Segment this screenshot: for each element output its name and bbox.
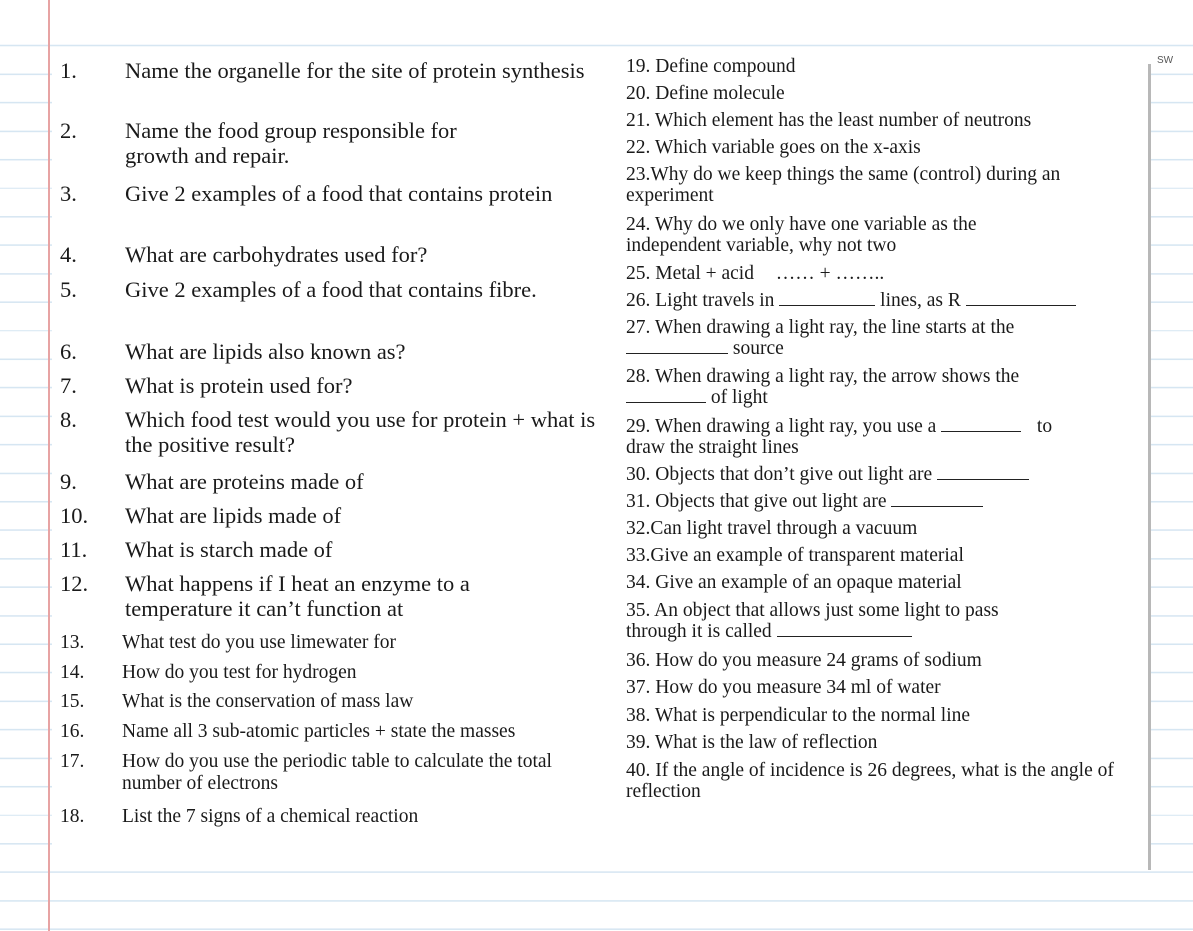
question-37: 37. How do you measure 34 ml of water: [626, 677, 941, 698]
question-34: 34. Give an example of an opaque material: [626, 572, 962, 593]
question-32: 32.Can light travel through a vacuum: [626, 518, 918, 539]
answer-blank[interactable]: [891, 491, 983, 507]
question-28: 28. When drawing a light ray, the arrow shows the of light: [626, 366, 1020, 408]
answer-blank[interactable]: [941, 416, 1021, 432]
question-35: 35. An object that allows just some light to pass through it is called: [626, 600, 999, 642]
margin-line: [48, 0, 50, 931]
question-30: 30. Objects that don’t give out light are: [626, 464, 1146, 485]
question-23: 23.Why do we keep things the same (control) during an experiment: [626, 164, 1061, 206]
question-38: 38. What is perpendicular to the normal line: [626, 705, 971, 726]
column-divider-bar: [1148, 64, 1151, 870]
answer-blank[interactable]: [626, 387, 706, 403]
question-39: 39. What is the law of reflection: [626, 732, 878, 753]
question-22: 22. Which variable goes on the x-axis: [626, 137, 921, 158]
question-21: 21. Which element has the least number of neutrons: [626, 110, 1032, 131]
answer-blank[interactable]: [937, 464, 1029, 480]
question-20: 20. Define molecule: [626, 83, 785, 104]
answer-blank[interactable]: [779, 290, 875, 306]
corner-initials: SW: [1157, 55, 1174, 66]
question-24: 24. Why do we only have one variable as the independent variable, why not two: [626, 214, 977, 256]
worksheet: 1. Name the organelle for the site of protein synthesis 2. Name the food group responsible for growth and repair. 3. Give 2 examples of a food that contains protein 4. What are carbohydrates used for? 5. Give 2 examples of a food that contains fibre. 6. What are lipids also known as? 7. What is protein used for? 8. Which food test would you use for protein + what is the positive result? 9. What are proteins made of 10. What are lipids made of 11. What is starch made of 12. What happens if I heat an enzyme to a temperature it can’t function at 13. What test do you use limewater for 14. How do you test for hydrogen 15. What is the conservation of mass law 16. Name all 3 sub-atomic particles + state the masses 17. How do you use the periodic table to calculate the total number of electrons 18. List the 7 signs of a chemical reaction 19. Define compound 20. Define molecule 21. Which element has the least number of neutrons 22. Which variable goes on the x-axis 23.Why do we keep things the same (control) during an experiment 24. Why do we only have one variable as the independent variable, why not two 25. Metal + acid …… + …….. 26. Light travels in lines, as R 27. When drawing a light ray, the line starts at the source 28. When drawing a light ray, the arrow shows the of light 29. When drawing a light ray, you use a to draw the straight lines 30. Objects that don’t give out light are 31. Objects that give out light are 32.Can light travel through a vacuum 33.Give an example of transparent material 34. Give an example of an opaque material 35. An object that allows just some light to pass through it is called 36. How do you measure 24 grams of sodium 37. How do you measure 34 ml of water 38. What is perpendicular to the normal line 39. What is the law of reflection 40. If the angle of incidence is 26 degrees, what is the angle of reflection: [52, 50, 1150, 870]
question-33: 33.Give an example of transparent material: [626, 545, 964, 566]
question-19: 19. Define compound: [626, 56, 796, 77]
question-27: 27. When drawing a light ray, the line starts at the source: [626, 317, 1015, 359]
question-29: 29. When drawing a light ray, you use a to draw the straight lines: [626, 416, 1053, 458]
question-36: 36. How do you measure 24 grams of sodium: [626, 650, 982, 671]
answer-blank[interactable]: [626, 338, 728, 354]
question-26: 26. Light travels in lines, as R: [626, 290, 1146, 311]
answer-blank[interactable]: [966, 290, 1076, 306]
question-25: 25. Metal + acid …… + ……..: [626, 263, 885, 284]
question-40: 40. If the angle of incidence is 26 degrees, what is the angle of reflection: [626, 760, 1114, 802]
question-31: 31. Objects that give out light are: [626, 491, 1146, 512]
answer-blank[interactable]: [777, 621, 912, 637]
